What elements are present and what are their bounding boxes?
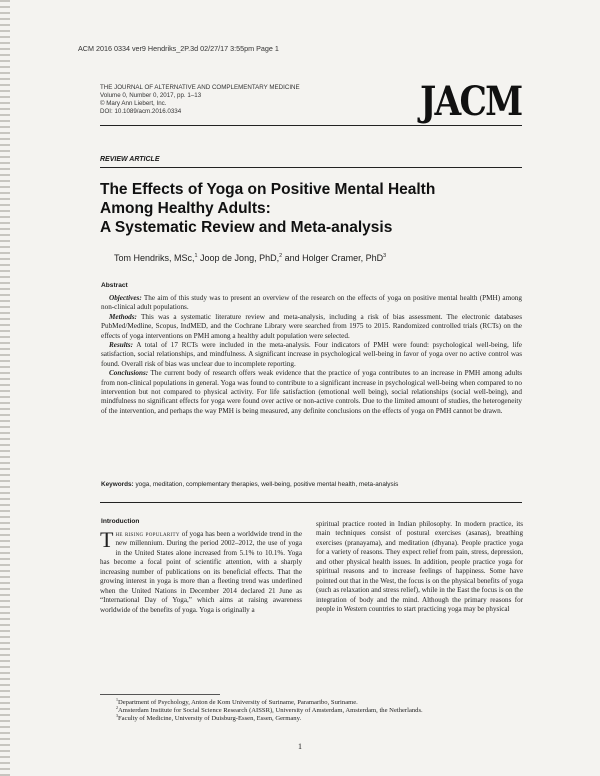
journal-info bbox=[100, 84, 300, 116]
affiliation-2-text: Amsterdam Institute for Social Science Research (AISSR), University of Amsterdam, Amsterdam, the Netherlands. bbox=[117, 707, 423, 715]
results-text: A total of 17 RCTs were included in the meta-analysis. Four indicators of PMH were found: psychological well-being, life satisfaction, social relationships, and mindfulness. A significant increase in psychological well-being in favor of yoga over no active control was found. Overall risk of bias was unclear due to incomplete reporting. bbox=[101, 341, 522, 368]
author-2: Joop de Jong, PhD, bbox=[197, 253, 280, 263]
title-line-3: A Systematic Review and Meta-analysis bbox=[100, 219, 393, 236]
journal-copyright: © Mary Ann Liebert, Inc. bbox=[100, 100, 167, 107]
author-1: Tom Hendriks, MSc, bbox=[114, 253, 195, 263]
intro-column-2 bbox=[316, 520, 523, 615]
intro-col2-text: spiritual practice rooted in Indian philosophy. In modern practice, its main techniques consist of postural exercises (asanas), breathing exercises (pranayama), and meditation (dhyana). People practice yoga for a variety of reasons. They expect relief from pain, stress, depression, and other physical health issues. In addition, people practice yoga for spiritual reasons and to increase feelings of happiness. Some have pointed out that in the West, the focus is on the physical benefits of yoga (such as relaxation and stress relief), while in the East the focus is on the integration of body and the mind. Although the primary reasons for people in Western countries to start practicing yoga may be physical bbox=[316, 520, 523, 614]
intro-paragraph-1 bbox=[100, 527, 302, 615]
journal-doi: DOI: 10.1089/acm.2016.0334 bbox=[100, 108, 182, 115]
author-list bbox=[114, 253, 386, 263]
footnote-rule bbox=[100, 694, 220, 695]
abstract-heading: Abstract bbox=[101, 282, 128, 289]
abstract-conclusions bbox=[101, 369, 522, 416]
drop-cap: T bbox=[100, 527, 114, 552]
abstract-methods bbox=[101, 313, 522, 341]
journal-volume: Volume 0, Number 0, 2017, pp. 1–13 bbox=[100, 92, 202, 99]
intro-column-1 bbox=[100, 527, 302, 615]
affiliation-2: $^2$Amsterdam Institute for Social Science Research (AISSR), University of Amsterdam, Amsterdam, the Netherlands. bbox=[116, 705, 423, 715]
proof-header: ACM 2016 0334 ver9 Hendriks_2P.3d 02/27/17 3:55pm Page 1 bbox=[78, 44, 279, 53]
conclusions-label: Conclusions: bbox=[109, 369, 149, 378]
keywords bbox=[101, 481, 398, 488]
affiliations bbox=[116, 696, 526, 724]
affiliation-3-text: Faculty of Medicine, University of Duisburg-Essen, Essen, Germany. bbox=[117, 715, 302, 723]
abstract-body bbox=[101, 294, 522, 416]
conclusions-text: The current body of research offers weak evidence that the practice of yoga contributes to an increase in PMH among adults from non-clinical populations in general. Yoga was found to contribute to a significant increase in psychological well-being when compared to no intervention but not compared to physical activity. For life satisfaction (emotional well being), social relationships (social well-being), and mindfulness no significant effects for yoga were found over active or non-active controls. Due to the limited amount of studies, the heterogeneity of the intervention, and perhaps the way PMH is being measured, any definite conclusions on the effects of yoga on PMH cannot be drawn. bbox=[101, 369, 522, 415]
methods-label: Methods: bbox=[109, 312, 137, 321]
abstract-objectives bbox=[101, 294, 522, 313]
objectives-text: The aim of this study was to present an overview of the research on the effects of yoga on positive mental health (PMH) among non-clinical adult populations. bbox=[101, 294, 522, 312]
affiliation-1-text: Department of Psychology, Anton de Kom University of Suriname, Paramaribo, Suriname. bbox=[117, 699, 358, 706]
title-line-1: The Effects of Yoga on Positive Mental Health bbox=[100, 181, 436, 198]
title-line-2: Among Healthy Adults: bbox=[100, 200, 271, 217]
results-label: Results: bbox=[109, 341, 133, 350]
jacm-logo: JACM bbox=[420, 78, 522, 125]
affiliation-3: $^3$Faculty of Medicine, University of Duisburg-Essen, Essen, Germany. bbox=[116, 713, 302, 723]
abstract-results bbox=[101, 341, 522, 369]
scan-edge-artifact bbox=[0, 0, 10, 776]
author-3: and Holger Cramer, PhD bbox=[282, 253, 384, 263]
keywords-rule bbox=[100, 502, 522, 503]
intro-lead: he rising popularity bbox=[115, 530, 180, 538]
author-3-affil: 3 bbox=[383, 253, 387, 259]
author-1-affil: 1 bbox=[194, 253, 198, 259]
article-type-rule bbox=[100, 167, 522, 168]
objectives-label: Objectives: bbox=[109, 294, 142, 302]
journal-name: THE JOURNAL OF ALTERNATIVE AND COMPLEMENTARY MEDICINE bbox=[100, 84, 300, 91]
keywords-text: yoga, meditation, complementary therapies, well-being, positive mental health, meta-analysis bbox=[133, 481, 399, 488]
introduction-heading: Introduction bbox=[101, 518, 140, 525]
intro-col1-text: of yoga has been a worldwide trend in the new millennium. During the period 2002–2012, the use of yoga in the United States alone increased from 5.1% to 10.1%. Yoga has become a focal point of scientific attention, with a sharply increasing number of publications on its beneficial effects. That the growing interest in yoga is more than a fleeting trend was underlined when the United Nations in December 2014 declared 21 June as “International Day of Yoga,” which aims at raising awareness worldwide of the benefits of yoga. Yoga is originally a bbox=[100, 530, 302, 614]
keywords-label: Keywords: bbox=[101, 481, 134, 488]
methods-text: This was a systematic literature review and meta-analysis, including a risk of bias assessment. The electronic databases PubMed/Medline, Scopus, IndMED, and the Cochrane Library were searched from 1975 to 2015. Randomized controlled trials (RCTs) on the effects of yoga interventions on PMH among a healthy adult population were selected. bbox=[101, 312, 522, 340]
header-rule bbox=[100, 125, 522, 126]
affiliation-1: $^1$Department of Psychology, Anton de Kom University of Suriname, Paramaribo, Suriname. bbox=[116, 696, 358, 706]
author-2-affil: 2 bbox=[279, 253, 283, 259]
page-number: 1 bbox=[298, 742, 302, 751]
article-type: REVIEW ARTICLE bbox=[100, 156, 160, 163]
article-title bbox=[100, 180, 520, 237]
